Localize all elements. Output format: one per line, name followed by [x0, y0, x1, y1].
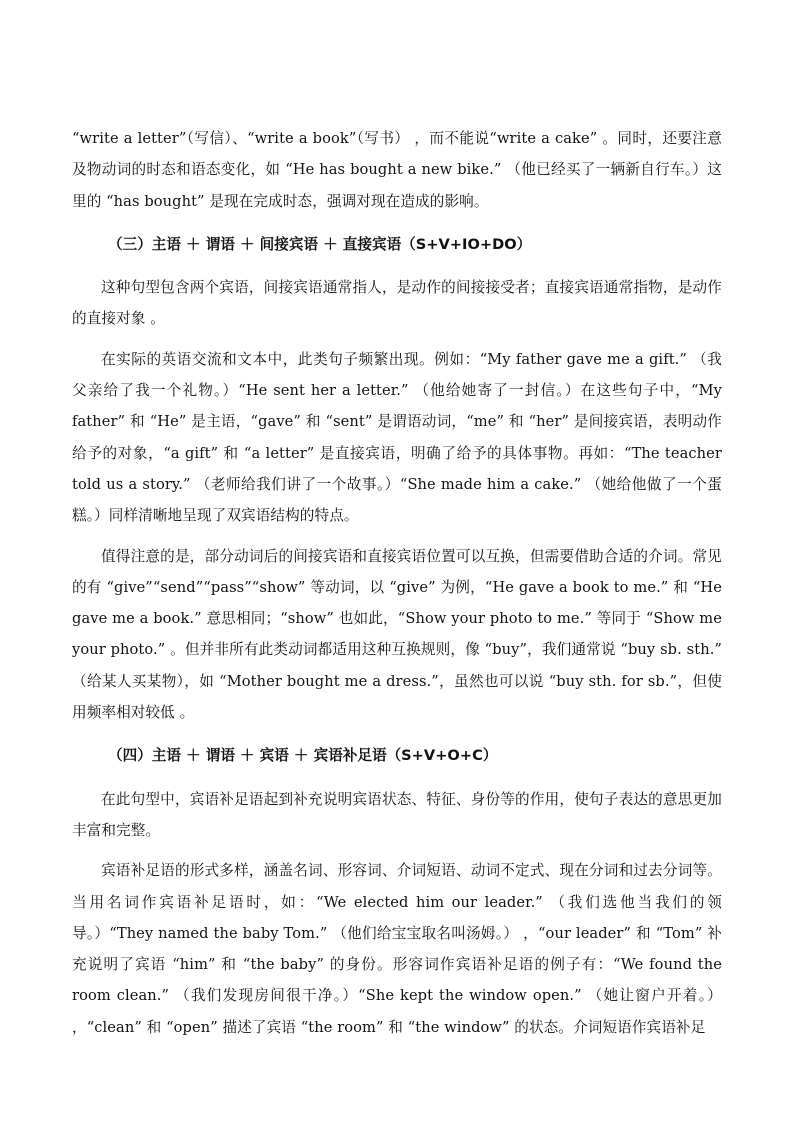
section-heading-object-complement: （四）主语 ＋ 谓语 ＋ 宾语 ＋ 宾语补足语（S+V+O+C） — [108, 747, 498, 765]
paragraph-double-object-definition: 这种句型包含两个宾语，间接宾语通常指人，是动作的间接接受者；直接宾语通常指物，是动作的直接对象 。 — [72, 279, 722, 328]
paragraph-object-complement-forms: 宾语补足语的形式多样，涵盖名词、形容词、介词短语、动词不定式、现在分词和过去分词等。当用名词作宾语补足语时，如：“We elected him our leader.” （我们选他当我们的领导。）“They named the baby Tom.” （他们给宝宝取名叫汤姆。） ，“our leader” 和 “Tom” 补充说明了宾语 “him” 和 “the baby” 的身份。形容词作宾语补足语的例子有：“We found the room clean.” （我们发现房间很干净。）“She kept the window open.” （她让窗户开着。） ，“clean” 和 “open” 描述了宾语 “the room” 和 “the window” 的状态。介词短语作宾语补足 — [72, 862, 722, 1036]
paragraph-object-complement-definition: 在此句型中，宾语补足语起到补充说明宾语状态、特征、身份等的作用，使句子表达的意思更加丰富和完整。 — [72, 790, 722, 839]
document-body — [72, 123, 722, 1043]
paragraph-double-object-examples: 在实际的英语交流和文本中，此类句子频繁出现。例如：“My father gave me a gift.” （我父亲给了我一个礼物。）“He sent her a letter.” （他给她寄了一封信。）在这些句子中，“My father” 和 “He” 是主语，“gave” 和 “sent” 是谓语动词，“me” 和 “her” 是间接宾语，表明动作给予的对象，“a gift” 和 “a letter” 是直接宾语，明确了给予的具体事物。再如：“The teacher told us a story.” （老师给我们讲了一个故事。）“She made him a cake.” （她给他做了一个蛋糕。）同样清晰地呈现了双宾语结构的特点。 — [72, 350, 722, 525]
paragraph-verb-object-usage: “write a letter”（写信）、“write a book”（写书） ，而不能说“write a cake” 。同时，还要注意及物动词的时态和语态变化，如 “He has bought a new bike.” （他已经买了一辆新自行车。）这里的 “has bought” 是现在完成时态，强调对现在造成的影响。 — [72, 130, 722, 210]
section-heading-double-object: （三）主语 ＋ 谓语 ＋ 间接宾语 ＋ 直接宾语（S+V+IO+DO） — [108, 235, 532, 253]
paragraph-double-object-swap: 值得注意的是，部分动词后的间接宾语和直接宾语位置可以互换，但需要借助合适的介词。常见的有 “give”“send”“pass”“show” 等动词，以 “give” 为例，“He gave a book to me.” 和 “He gave me a book.” 意思相同；“show” 也如此，“Show your photo to me.” 等同于 “Show me your photo.” 。但并非所有此类动词都适用这种互换规则，像 “buy”，我们通常说 “buy sb. sth.” （给某人买某物），如 “Mother bought me a dress.”，虽然也可以说 “buy sth. for sb.”，但使用频率相对较低 。 — [72, 547, 722, 722]
